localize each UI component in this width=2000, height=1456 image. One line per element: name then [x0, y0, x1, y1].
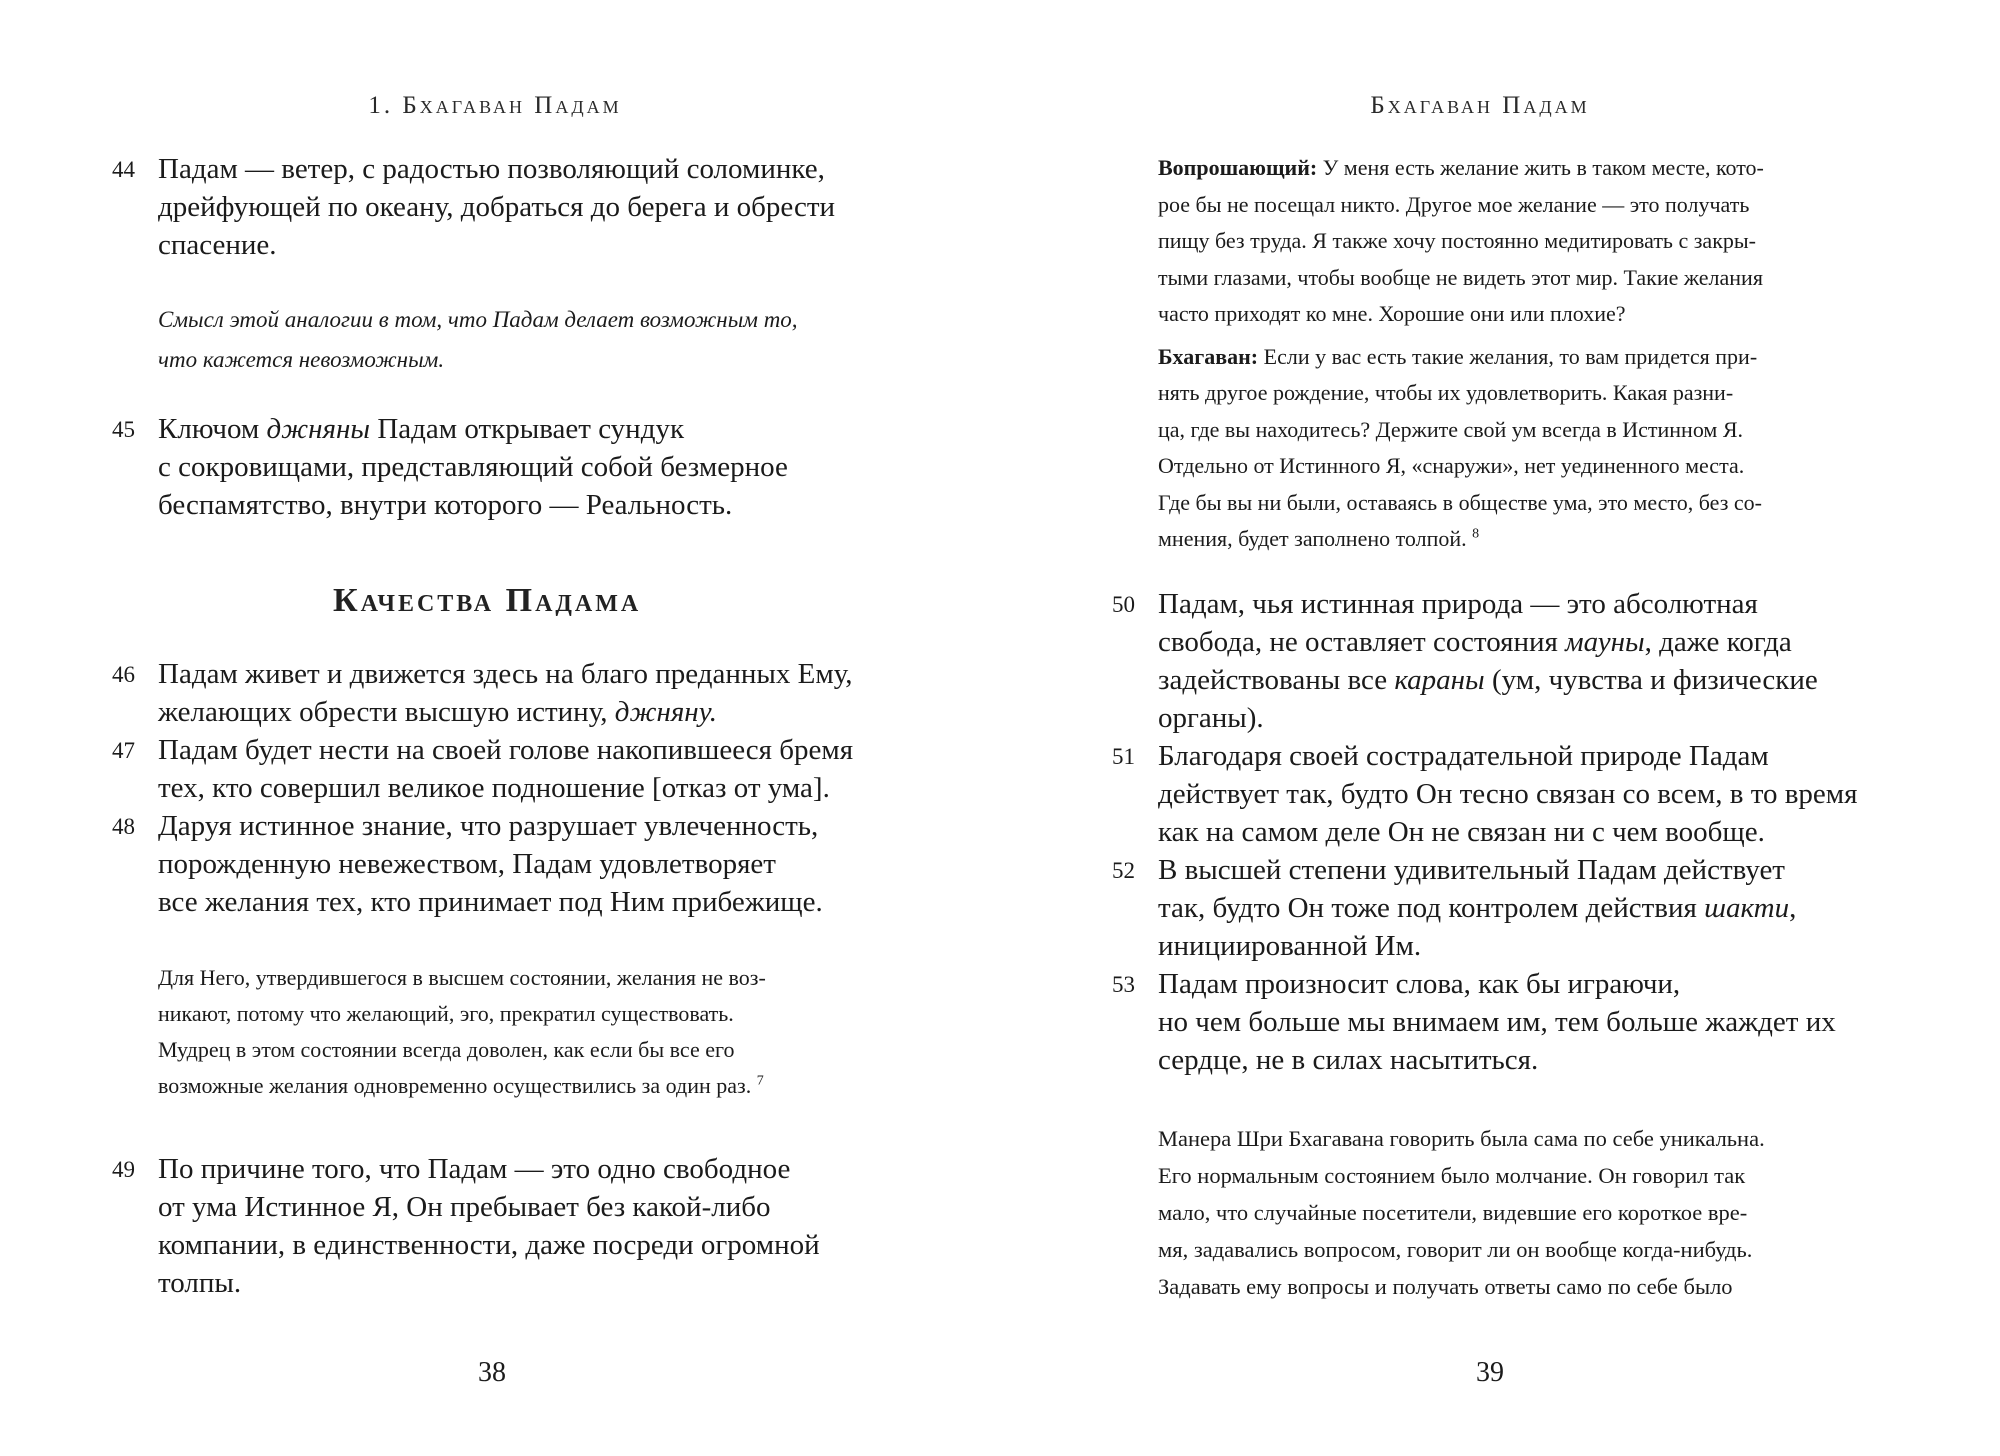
verse-number: 53 — [1112, 972, 1135, 997]
verse-number: 51 — [1112, 744, 1135, 769]
verse-number: 52 — [1112, 858, 1135, 883]
verse-number: 47 — [112, 738, 135, 763]
verse-number: 50 — [1112, 592, 1135, 617]
questioner-label: Вопрошающий: — [1158, 155, 1318, 180]
verse-number: 44 — [112, 157, 135, 182]
right-page: Бхагаван Падам Вопрошающий: У меня есть желание жить в таком месте, кото- рое бы не посещал никто. Другое мое желание — это получать пищу без труда. Я также хочу постоянно медитировать с закры- тыми глазами, чтобы вообще не видеть этот мир. Такие желания часто приходят ко мне. Хорошие они или плохие? Бхагаван: Если у вас есть такие желания, то вам придется при- нять другое рождение, чтобы их удовлетворить. Какая разни- ца, где вы находитесь? Держите свой ум всегда в Истинном Я. Отдельно от Истинного Я, «снаружи», нет уединенного места. Где бы вы ни были, оставаясь в обществе ума, это место, без со- мнения, будет заполнено толпой. $^8$ 50 Падам, чья истинная природа — это абсолютная свобода, не оставляет состояния мауны, даже когда задействованы все караны (ум, чувства и физические органы). 51 Благодаря своей сострадательной природе Падам действует так, будто Он тесно связан со всем, в то время как на самом деле Он не связан ни с чем вообще. 52 В высшей степени удивительный Падам действует так, будто Он тоже под контролем действия шакти, инициированной Им. 53 Падам произносит слова, как бы играючи, но чем больше мы внимаем им, тем больше жаждет их сердце, не в силах насытиться. Манера Шри Бхагавана говорить была сама по себе уникальна. Его нормальным состоянием было молчание. Он говорил так мало, что случайные посетители, видевшие его короткое вре- мя, задавались вопросом, говорит ли он вообще когда-нибудь. Задавать ему вопросы и получать ответы само по себе было 39 — [1000, 0, 2000, 1456]
bhagavan-label: Бхагаван: — [1158, 343, 1259, 369]
verse-number: 45 — [112, 417, 135, 442]
footnote-ref[interactable]: 7 — [756, 1073, 764, 1089]
page-number-right: 39 — [1476, 1357, 1504, 1388]
running-head-right: Бхагаван Падам — [1370, 92, 1590, 119]
running-head-left: 1. Бхагаван Падам — [368, 92, 622, 119]
section-heading: Качества Падама — [333, 582, 642, 619]
commentary-48: Для Него, утвердившегося в высшем состоянии, желания не воз- никают, потому что желающий, эго, прекратил существовать. Мудрец в этом состоянии всегда доволен, как если бы все его возможные желания одновременно осуществились за один раз. $^7$ — [158, 965, 766, 1098]
commentary-44: Смысл этой аналогии в том, что Падам делает возможным то, что кажется невозможным. — [158, 307, 798, 372]
question-answer-block: Вопрошающий: У меня есть желание жить в таком месте, кото- рое бы не посещал никто. Другое мое желание — это получать пищу без труда. Я также хочу постоянно медитировать с закры- тыми глазами, чтобы вообще не видеть этот мир. Такие желания часто приходят ко мне. Хорошие они или плохие? Бхагаван: Если у вас есть такие желания, то вам придется при- нять другое рождение, чтобы их удовлетворить. Какая разни- ца, где вы находитесь? Держите свой ум всегда в Истинном Я. Отдельно от Истинного Я, «снаружи», нет уединенного места. Где бы вы ни были, оставаясь в обществе ума, это место, без со- мнения, будет заполнено толпой. $^8$ — [1158, 155, 1764, 551]
verse-number: 46 — [112, 662, 135, 687]
page-number-left: 38 — [478, 1357, 506, 1388]
left-page: 1. Бхагаван Падам 44 Падам — ветер, с радостью позволяющий соломинке, дрейфующей по океану, добраться до берега и обрести спасение. Смысл этой аналогии в том, что Падам делает возможным то, что кажется невозможным. 45 Ключом джняны Падам открывает сундук с сокровищами, представляющий собой безмерное беспамятство, внутри которого — Реальность. Качества Падама 46 Падам живет и движется здесь на благо преданных Ему, желающих обрести высшую истину, джняну. 47 Падам будет нести на своей голове накопившееся бремя тех, кто совершил великое подношение [отказ от ума]. 48 Даруя истинное знание, что разрушает увлеченность, порожденную невежеством, Падам удовлетворяет все желания тех, кто принимает под Ним прибежище. Для Него, утвердившегося в высшем состоянии, желания не воз- никают, потому что желающий, эго, прекратил существовать. Мудрец в этом состоянии всегда доволен, как если бы все его возможные желания одновременно осуществились за один раз. $^7$ 49 По причине того, что Падам — это одно свободное от ума Истинное Я, Он пребывает без какой-либо компании, в единственности, даже посреди огромной толпы. 38 — [0, 0, 1000, 1456]
footnote-ref[interactable]: 8 — [1472, 526, 1480, 542]
verse-number: 49 — [112, 1157, 135, 1182]
commentary-53: Манера Шри Бхагавана говорить была сама по себе уникальна. Его нормальным состоянием было молчание. Он говорил так мало, что случайные посетители, видевшие его короткое вре- мя, задавались вопросом, говорит ли он вообще когда-нибудь. Задавать ему вопросы и получать ответы само по себе было — [1158, 1126, 1765, 1299]
verse-number: 48 — [112, 814, 135, 839]
